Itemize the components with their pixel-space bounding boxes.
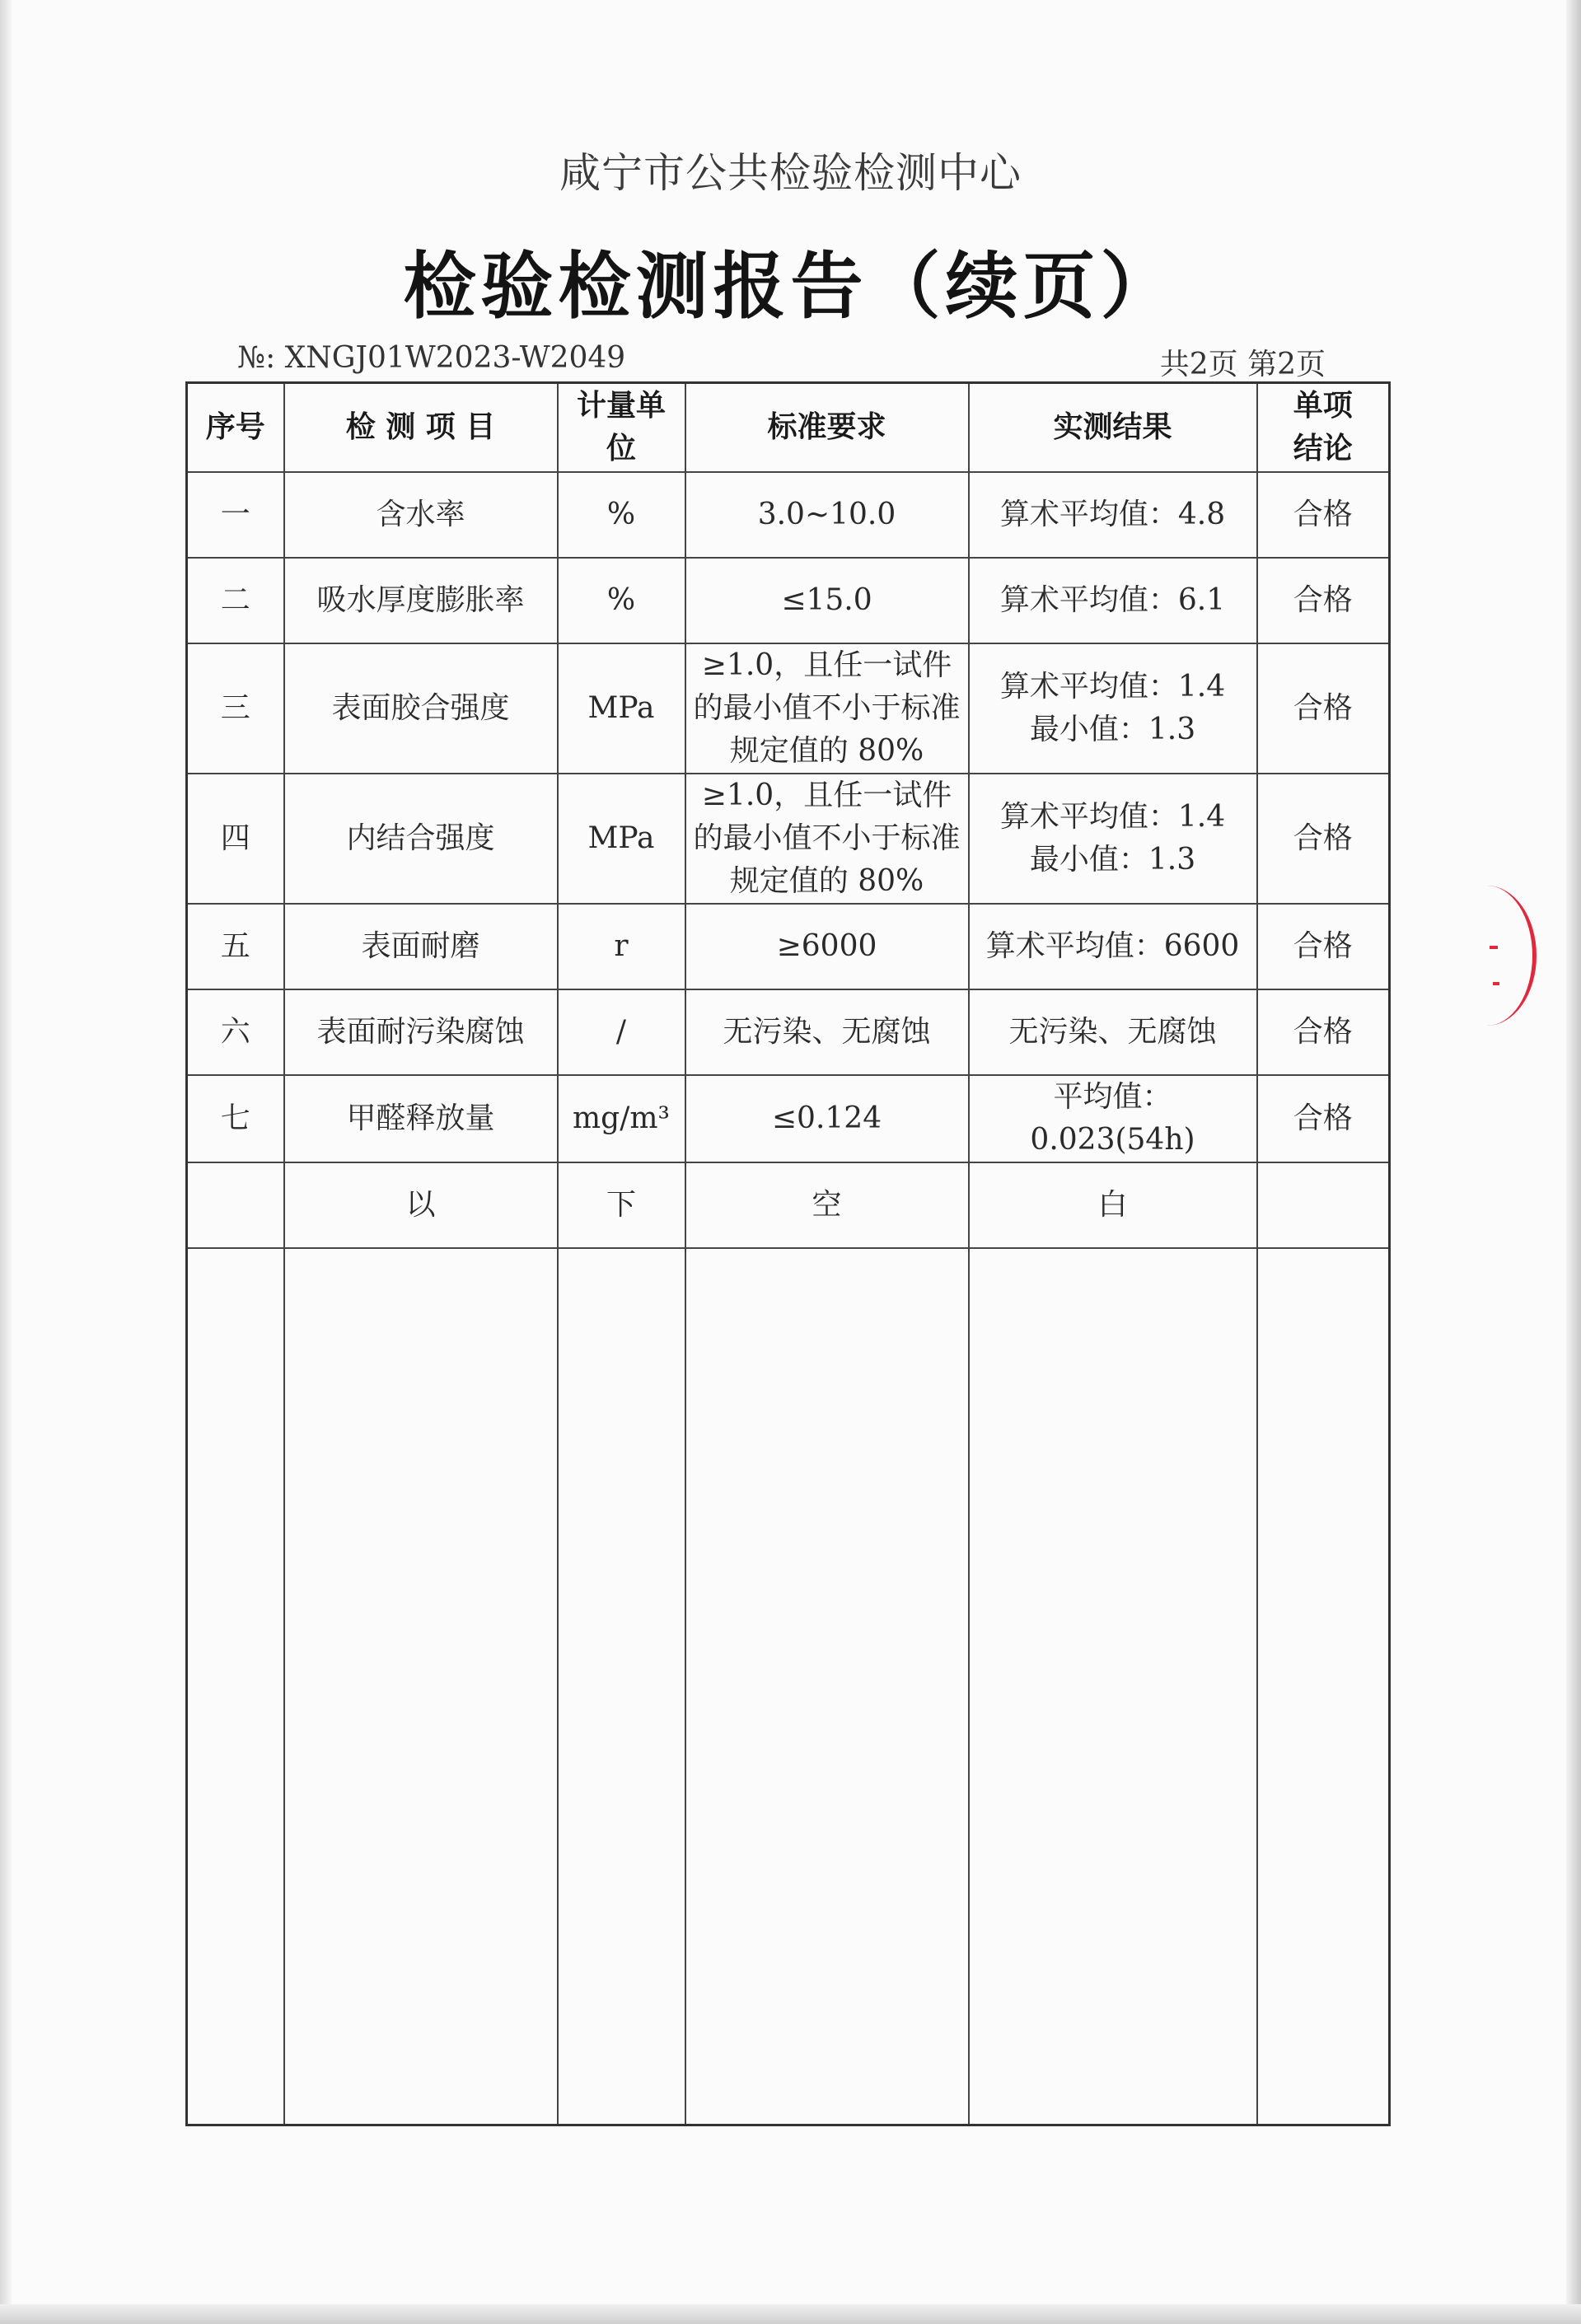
table-row: [187, 1075, 1390, 1162]
results-table: [185, 381, 1391, 2126]
col-header-unit: 计量单位: [558, 383, 685, 472]
page-edge-right: [1566, 0, 1581, 2324]
cell-result: [969, 774, 1257, 904]
table-row: [187, 774, 1390, 904]
cell-unit: /: [558, 989, 685, 1075]
col-header-item: 检 测 项 目: [284, 383, 558, 472]
blank-marker-4: 白: [969, 1162, 1257, 1248]
table-row: [187, 904, 1390, 989]
cell-standard: ≥1.0，且任一试件的最小值不小于标准规定值的 80%: [685, 774, 969, 904]
cell-conclusion: 合格: [1257, 774, 1390, 904]
cell-standard: ≥6000: [685, 904, 969, 989]
cell-result: [969, 643, 1257, 774]
cell-result: 算术平均值：6.1: [969, 558, 1257, 643]
blank-cell: [558, 1248, 685, 2125]
cell-unit: mg/m³: [558, 1075, 685, 1162]
blank-area-row: [187, 1248, 1390, 2125]
blank-marker-row: [187, 1162, 1390, 1248]
table-row: [187, 558, 1390, 643]
cell-standard: ≤15.0: [685, 558, 969, 643]
organization-name: 咸宁市公共检验检测中心: [559, 149, 1022, 197]
cell-conclusion: 合格: [1257, 989, 1390, 1075]
cell-conclusion: 合格: [1257, 1075, 1390, 1162]
result-minimum: 最小值：1.3: [1029, 842, 1196, 877]
cell-standard: 3.0~10.0: [685, 472, 969, 558]
page-edge-bottom: [0, 2304, 1581, 2324]
cell-result: 算术平均值：6600: [969, 904, 1257, 989]
cell-no: 七: [187, 1075, 284, 1162]
blank-marker-3: 空: [685, 1162, 969, 1248]
cell-standard: ≤0.124: [685, 1075, 969, 1162]
seal-stamp-edge: [1483, 886, 1537, 1026]
col-header-standard: 标准要求: [685, 383, 969, 472]
col-header-conclusion: 单项结论: [1257, 383, 1390, 472]
report-number: №: XNGJ01W2023-W2049: [237, 341, 626, 375]
cell-item: 表面耐污染腐蚀: [284, 989, 558, 1075]
cell-result: 平均值：0.023(54h): [969, 1075, 1257, 1162]
cell-no: 二: [187, 558, 284, 643]
blank-marker-1: 以: [284, 1162, 558, 1248]
cell-unit: %: [558, 558, 685, 643]
cell-item: 表面胶合强度: [284, 643, 558, 774]
blank-cell: [187, 1248, 284, 2125]
cell-item: 甲醛释放量: [284, 1075, 558, 1162]
cell-result: 算术平均值：4.8: [969, 472, 1257, 558]
cell-unit: MPa: [558, 643, 685, 774]
report-title: 检验检测报告（续页）: [403, 244, 1178, 329]
cell-no: 五: [187, 904, 284, 989]
result-average: 算术平均值：1.4: [999, 799, 1226, 834]
result-average: 算术平均值：1.4: [999, 669, 1226, 704]
seal-stamp-mark: [1493, 982, 1499, 985]
cell-conclusion: 合格: [1257, 904, 1390, 989]
page-count: 共2页 第2页: [1159, 348, 1326, 381]
seal-stamp-mark: [1490, 946, 1498, 949]
cell-result: 无污染、无腐蚀: [969, 989, 1257, 1075]
cell-item: 吸水厚度膨胀率: [284, 558, 558, 643]
table-row: [187, 989, 1390, 1075]
cell-conclusion: 合格: [1257, 558, 1390, 643]
cell-unit: MPa: [558, 774, 685, 904]
cell-conclusion: [1257, 1162, 1390, 1248]
blank-cell: [969, 1248, 1257, 2125]
table-row: [187, 643, 1390, 774]
blank-marker-2: 下: [558, 1162, 685, 1248]
cell-unit: r: [558, 904, 685, 989]
cell-item: 表面耐磨: [284, 904, 558, 989]
result-minimum: 最小值：1.3: [1029, 712, 1196, 746]
blank-cell: [685, 1248, 969, 2125]
col-header-no: 序号: [187, 383, 284, 472]
table-row: [187, 472, 1390, 558]
cell-no: 六: [187, 989, 284, 1075]
col-header-result: 实测结果: [969, 383, 1257, 472]
cell-no: 一: [187, 472, 284, 558]
blank-cell: [284, 1248, 558, 2125]
table-header-row: [187, 383, 1390, 472]
cell-unit: %: [558, 472, 685, 558]
cell-conclusion: 合格: [1257, 472, 1390, 558]
cell-item: 内结合强度: [284, 774, 558, 904]
cell-no: 四: [187, 774, 284, 904]
cell-item: 含水率: [284, 472, 558, 558]
blank-cell: [1257, 1248, 1390, 2125]
cell-no: 三: [187, 643, 284, 774]
cell-conclusion: 合格: [1257, 643, 1390, 774]
cell-standard: ≥1.0，且任一试件的最小值不小于标准规定值的 80%: [685, 643, 969, 774]
cell-standard: 无污染、无腐蚀: [685, 989, 969, 1075]
cell-no: [187, 1162, 284, 1248]
page-edge-left: [0, 0, 12, 2324]
